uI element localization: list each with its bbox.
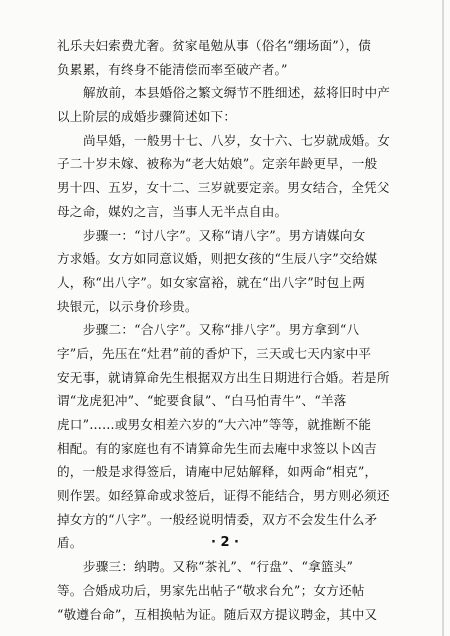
- text-line: 则作罢。如经算命或求签后，证得不能结合，男方则必须还: [57, 488, 390, 504]
- page-number: · 2 ·: [211, 535, 239, 550]
- text-line: 负累累，有终身不能清偿而率至破产者。”: [57, 61, 288, 77]
- text-line: 解放前，本县婚俗之繁文缛节不胜细述，兹将旧时中产: [83, 85, 391, 101]
- text-line: 礼乐夫妇索费尤奢。贫家黾勉从事（俗名“绷场面”），债: [57, 38, 372, 53]
- text-line: 相配。有的家庭也有不请算命先生而去庵中求签以卜凶吉: [57, 440, 377, 456]
- text-line: 的，一般是求得签后，请庵中尼姑解释，如两命“相克”，: [57, 464, 378, 480]
- text-line: 以上阶层的成婚步骤简述如下：: [57, 109, 237, 125]
- text-line: 等。合婚成功后，男家先出帖子“敬求台允”；女方还帖: [57, 582, 365, 598]
- text-line: 步骤三：纳聘。又称“茶礼”、“行盘”、“拿篮头”: [83, 559, 354, 575]
- text-line: 步骤二：“合八字”。又称“排八字”。男方拿到“八: [83, 322, 360, 338]
- text-line: 方求婚。女方如同意议婚，则把女孩的“生辰八字”交给媒: [57, 251, 378, 267]
- text-line: “敬遵台命”，互相换帖为证。随后双方提议聘金，其中又: [57, 606, 378, 622]
- text-line: 盾。: [57, 535, 83, 551]
- text-line: 子二十岁未嫁、被称为“老大姑娘”。定亲年龄更早，一般: [57, 156, 378, 172]
- text-line: 母之命，媒妁之言，当事人无半点自由。: [57, 203, 288, 219]
- text-line: 掉女方的“八字”。一般经说明情委，双方不会发生什么矛: [57, 511, 378, 527]
- text-line: 人，称“出八字”。如女家富裕，就在“出八字”时包上两: [57, 274, 366, 290]
- text-line: 块银元，以示身价珍贵。: [57, 298, 198, 314]
- text-line: 安无事，就请算命先生根据双方出生日期进行合婚。若是所: [57, 369, 390, 385]
- text-line: 字”后，先压在“灶君”前的香炉下，三天或七天内家中平: [57, 345, 372, 361]
- text-line: 尚早婚，一般男十七、八岁，女十六、七岁就成婚。女: [83, 132, 391, 148]
- text-line: 虎口”……或男女相差六岁的“大六冲”等等，就推断不能: [57, 417, 372, 432]
- text-line: 谓“龙虎犯冲”、“蛇要食鼠”、“白马怕青牛”、“羊落: [57, 393, 347, 409]
- text-line: 男十四、五岁，女十二、三岁就要定亲。男女结合，全凭父: [57, 180, 390, 196]
- text-line: 步骤一：“讨八字”。又称“请八字”。男方请媒向女: [83, 227, 366, 243]
